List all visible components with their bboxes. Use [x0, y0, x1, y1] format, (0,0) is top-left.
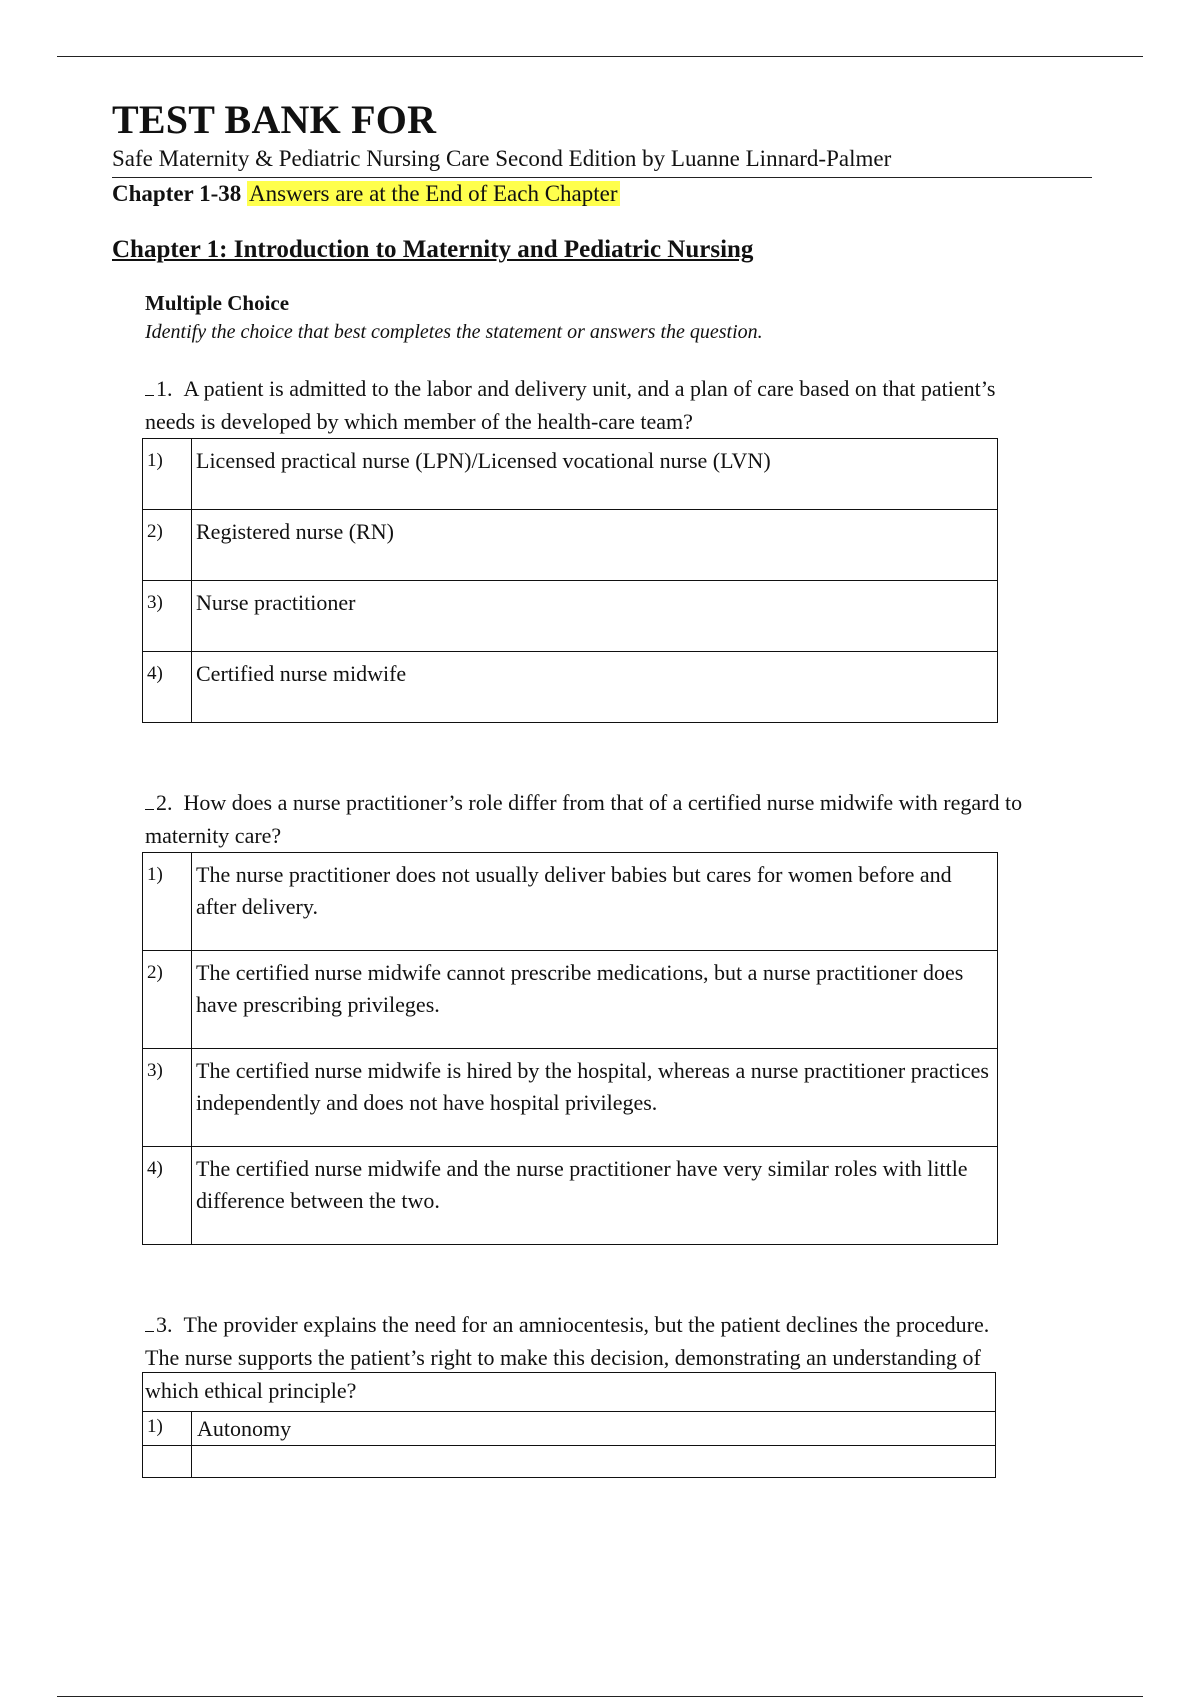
- choice-number: 1): [147, 1416, 163, 1437]
- answer-blank: [145, 1311, 154, 1332]
- choice-text: Registered nurse (RN): [192, 510, 998, 581]
- table-rule: [191, 1411, 192, 1477]
- choice-row: [143, 510, 998, 581]
- question-number: 2.: [156, 790, 173, 815]
- chapter-heading: Chapter 1: Introduction to Maternity and Pediatric Nursing: [112, 236, 754, 263]
- question-2-choices: [142, 852, 998, 1245]
- choice-text: Licensed practical nurse (LPN)/Licensed vocational nurse (LVN): [192, 439, 998, 510]
- choice-text: Certified nurse midwife: [192, 652, 998, 723]
- choice-text: Nurse practitioner: [192, 581, 998, 652]
- answer-blank: [145, 375, 154, 396]
- choice-row: [143, 853, 998, 951]
- question-2: [145, 786, 1025, 852]
- choice-text: The nurse practitioner does not usually deliver babies but cares for women before and after delivery.: [192, 853, 998, 951]
- question-number: 1.: [156, 376, 173, 401]
- choice-text: The certified nurse midwife is hired by the hospital, whereas a nurse practitioner practices independently and does not have hospital privileges.: [192, 1049, 998, 1147]
- table-rule: [143, 1445, 995, 1446]
- choice-number: 4): [143, 1147, 192, 1245]
- question-1: [145, 372, 1025, 438]
- choice-row: [143, 652, 998, 723]
- choice-number: 3): [143, 581, 192, 652]
- choice-row: [143, 439, 998, 510]
- question-text: A patient is admitted to the labor and delivery unit, and a plan of care based on that patient’s needs is developed by which member of the health-care team?: [145, 376, 996, 434]
- choice-number: 4): [143, 652, 192, 723]
- bottom-rule: [57, 1696, 1143, 1697]
- table-rule: [143, 1411, 995, 1412]
- choice-row: [143, 1147, 998, 1245]
- choice-text: The certified nurse midwife and the nurse practitioner have very similar roles with little difference between the two.: [192, 1147, 998, 1245]
- top-rule: [57, 56, 1143, 57]
- chapter-range-line: [112, 181, 620, 207]
- question-1-choices: [142, 438, 998, 723]
- question-text: The provider explains the need for an amniocentesis, but the patient declines the procedure. The nurse supports the patient’s right to make this decision, demonstrating an understanding of which ethical principle?: [145, 1312, 990, 1403]
- question-text: How does a nurse practitioner’s role differ from that of a certified nurse midwife with regard to maternity care?: [145, 790, 1023, 848]
- choice-row: [143, 951, 998, 1049]
- choice-text: The certified nurse midwife cannot prescribe medications, but a nurse practitioner does have prescribing privileges.: [192, 951, 998, 1049]
- choice-number: 1): [143, 853, 192, 951]
- document-subtitle: Safe Maternity & Pediatric Nursing Care Second Edition by Luanne Linnard-Palmer: [112, 146, 892, 171]
- document-title: TEST BANK FOR: [112, 97, 437, 142]
- choice-row: [143, 1049, 998, 1147]
- section-instructions: Identify the choice that best completes the statement or answers the question.: [145, 321, 763, 343]
- answer-blank: [145, 789, 154, 810]
- chapter-note-highlight: Answers are at the End of Each Chapter: [249, 181, 618, 206]
- choice-row: [143, 581, 998, 652]
- choice-number: 1): [143, 439, 192, 510]
- chapter-range: Chapter 1-38: [112, 181, 242, 206]
- section-label: Multiple Choice: [145, 291, 290, 315]
- choice-number: 2): [143, 951, 192, 1049]
- subtitle-rule: [112, 177, 1092, 178]
- choice-number: 2): [143, 510, 192, 581]
- choice-text: Autonomy: [197, 1416, 292, 1441]
- choice-number: 3): [143, 1049, 192, 1147]
- question-number: 3.: [156, 1312, 173, 1337]
- question-3-choices: [142, 1372, 996, 1478]
